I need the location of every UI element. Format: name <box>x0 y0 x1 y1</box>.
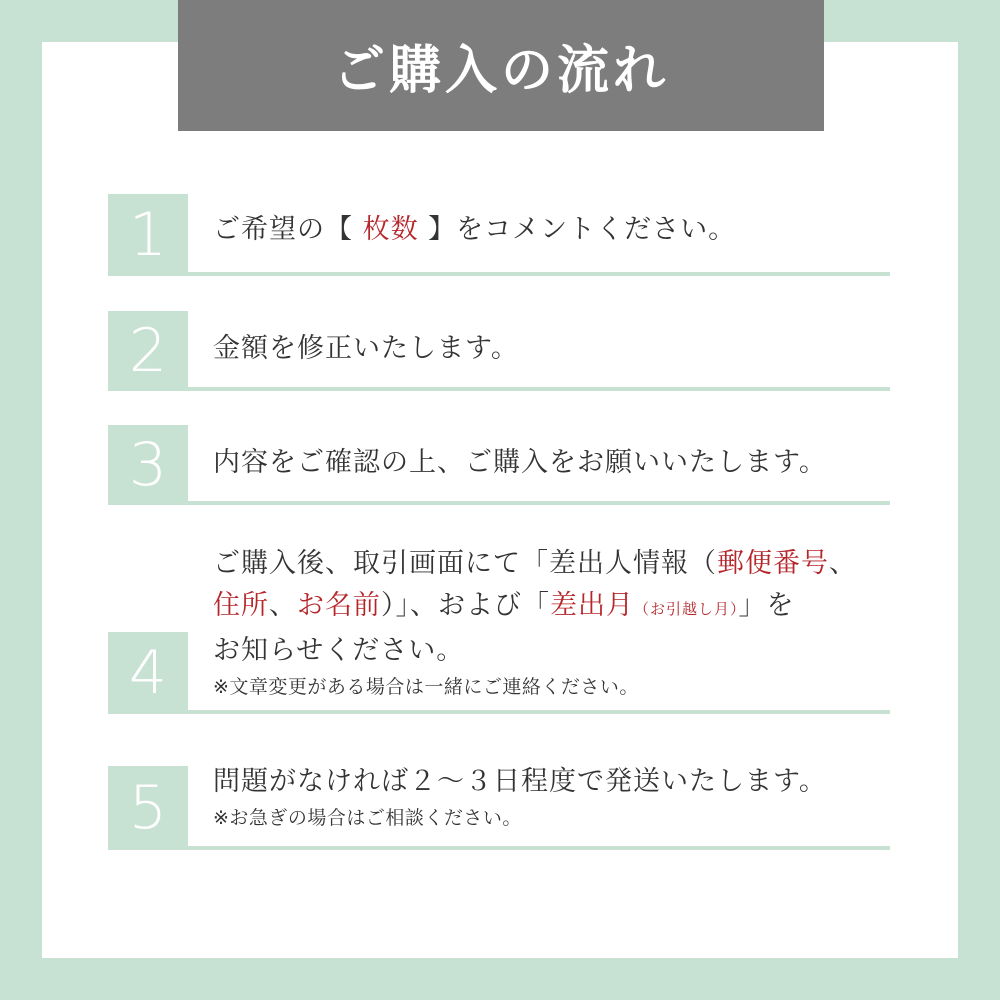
step-underline <box>188 272 890 276</box>
step-text-part: ご希望の【 <box>213 214 363 245</box>
highlight-name: お名前 <box>297 590 381 621</box>
text-part: ご購入後、取引画面にて「差出人情報（ <box>213 548 717 579</box>
step-underline <box>188 387 890 391</box>
step-number: 1 <box>108 194 188 276</box>
step-number: 5 <box>108 766 188 850</box>
text-part: ）」、および「 <box>381 590 550 621</box>
step-text <box>213 543 890 702</box>
step-number: 4 <box>108 632 188 714</box>
step-text <box>213 761 890 833</box>
step-underline <box>188 846 890 850</box>
page-title-text: ご購入の流れ <box>332 41 669 101</box>
step-text <box>213 209 890 251</box>
highlight-quantity: 枚数 <box>362 214 419 245</box>
step-text-line-3: お知らせください。 <box>213 635 465 666</box>
step-5 <box>108 766 890 850</box>
step-number: 3 <box>108 425 188 505</box>
step-note: ※お急ぎの場合はご相談ください。 <box>213 807 522 829</box>
step-text: 金額を修正いたします。 <box>213 333 519 364</box>
step-underline <box>188 501 890 505</box>
step-3 <box>108 425 890 505</box>
text-part: 」を <box>738 590 795 621</box>
step-1 <box>108 194 890 276</box>
step-underline <box>188 710 890 714</box>
step-text-line-2 <box>213 585 890 630</box>
step-2 <box>108 311 890 391</box>
page-title <box>178 0 824 131</box>
step-note: ※文章変更がある場合は一緒にご連絡ください。 <box>213 676 639 698</box>
step-text-line-1 <box>213 543 890 585</box>
step-text-part: 】をコメントください。 <box>418 214 737 245</box>
step-4 <box>108 543 890 714</box>
step-number: 2 <box>108 311 188 391</box>
highlight-address: 住所 <box>213 590 269 621</box>
highlight-moving-month: （お引越し月） <box>634 600 739 618</box>
step-text: 内容をご確認の上、ご購入をお願いいたします。 <box>213 447 827 478</box>
highlight-postal-code: 郵便番号 <box>717 548 829 579</box>
text-part: 、 <box>829 548 857 579</box>
highlight-send-month: 差出月 <box>550 590 634 621</box>
step-text-line-1: 問題がなければ２～３日程度で発送いたします。 <box>213 766 827 797</box>
text-part: 、 <box>269 590 297 621</box>
